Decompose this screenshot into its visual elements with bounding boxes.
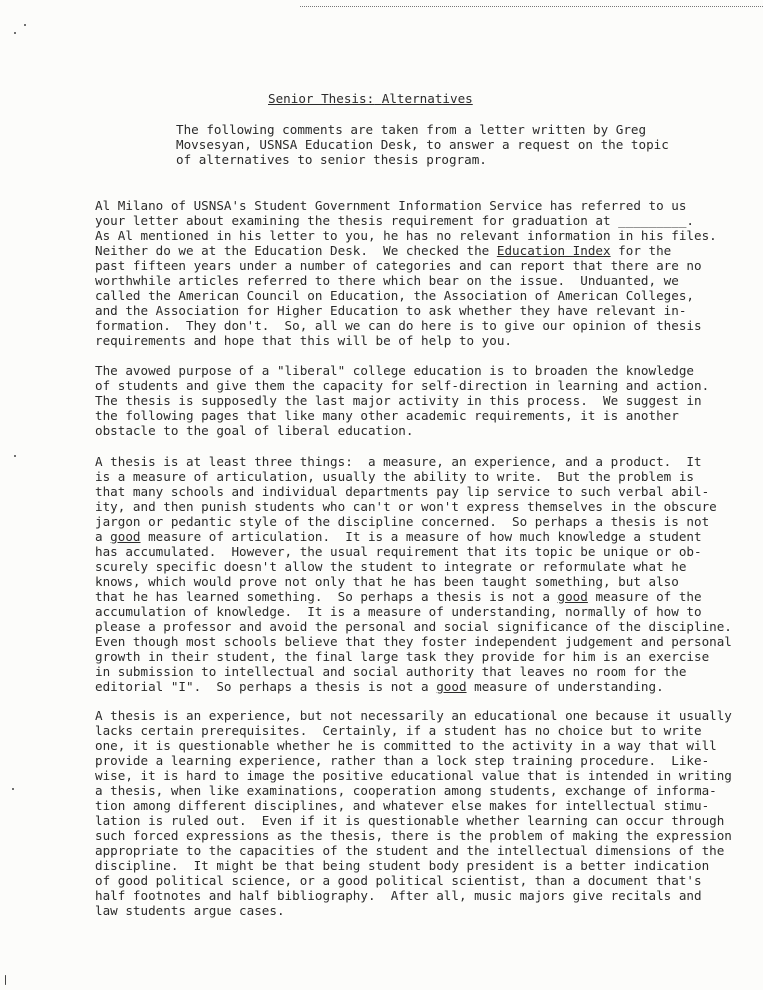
- underlined-text: good: [110, 529, 141, 544]
- text-line: provide a learning experience, rather than a lock step training procedure. Like-: [95, 753, 710, 768]
- text-line: discipline. It might be that being student body president is a better indication: [95, 858, 710, 873]
- text-line: please a professor and avoid the personal and social significance of the discipline.: [95, 619, 732, 634]
- text-line: A thesis is at least three things: a measure, an experience, and a product. It: [95, 454, 702, 469]
- text-line: obstacle to the goal of liberal education.: [95, 423, 414, 438]
- text-line: The following comments are taken from a letter written by Greg: [176, 122, 647, 137]
- underlined-text: good: [557, 589, 588, 604]
- speck: [12, 788, 14, 790]
- text-line: jargon or pedantic style of the discipline concerned. So perhaps a thesis is not: [95, 514, 710, 529]
- text-line: ity, and then punish students who can't or won't express themselves in the obscure: [95, 499, 717, 514]
- text-line: and the Association for Higher Education to ask whether they have relevant in-: [95, 303, 687, 318]
- text-line: scurely specific doesn't allow the student to integrate or reformulate what he: [95, 559, 687, 574]
- text-line: law students argue cases.: [95, 903, 285, 918]
- text-line: growth in their student, the final large task they provide for him is an exercise: [95, 649, 710, 664]
- text-line: A thesis is an experience, but not necessarily an educational one because it usually: [95, 708, 732, 723]
- text-line: called the American Council on Education, the Association of American Colleges,: [95, 288, 694, 303]
- speck: [14, 455, 16, 457]
- text-line: of alternatives to senior thesis program.: [176, 152, 487, 167]
- text-line: worthwhile articles referred to there which bear on the issue. Unduanted, we: [95, 273, 679, 288]
- text-line: Movsesyan, USNSA Education Desk, to answer a request on the topic: [176, 137, 669, 152]
- text-line: that he has learned something. So perhaps a thesis is not a good measure of the: [95, 589, 702, 604]
- paragraph-3: [95, 454, 745, 694]
- text-line: your letter about examining the thesis requirement for graduation at _________.: [95, 213, 694, 228]
- title-suffix: Alternatives: [381, 91, 473, 106]
- text-line: requirements and hope that this will be of help to you.: [95, 333, 513, 348]
- paragraph-1: [95, 198, 745, 348]
- text-line: that many schools and individual departments pay lip service to such verbal abil-: [95, 484, 710, 499]
- text-line: knows, which would prove not only that he has been taught something, but also: [95, 574, 679, 589]
- text-line: one, it is questionable whether he is committed to the activity in a way that will: [95, 738, 717, 753]
- speck: [5, 975, 6, 985]
- text-line: such forced expressions as the thesis, there is the problem of making the expression: [95, 828, 732, 843]
- text-line: has accumulated. However, the usual requirement that its topic be unique or ob-: [95, 544, 702, 559]
- underlined-text: Education Index: [496, 243, 611, 258]
- text-line: appropriate to the capacities of the student and the intellectual dimensions of the: [95, 843, 725, 858]
- text-line: The avowed purpose of a "liberal" college education is to broaden the knowledge: [95, 363, 694, 378]
- text-line: lacks certain prerequisites. Certainly, if a student has no choice but to write: [95, 723, 702, 738]
- text-line: Even though most schools believe that they foster independent judgement and personal: [95, 634, 732, 649]
- speck: [24, 24, 26, 26]
- paragraph-2: [95, 363, 745, 438]
- text-line: Al Milano of USNSA's Student Government Information Service has referred to us: [95, 198, 687, 213]
- document-title: [268, 91, 473, 107]
- text-line: editorial "I". So perhaps a thesis is not a good measure of understanding.: [95, 679, 664, 694]
- text-line: is a measure of articulation, usually the ability to write. But the problem is: [95, 469, 694, 484]
- text-line: As Al mentioned in his letter to you, he has no relevant information in his files.: [95, 228, 717, 243]
- text-line: of students and give them the capacity for self-direction in learning and action.: [95, 378, 710, 393]
- text-line: a thesis, when like examinations, cooperation among students, exchange of informa-: [95, 783, 717, 798]
- text-line: half footnotes and half bibliography. After all, music majors give recitals and: [95, 888, 702, 903]
- paragraph-4: [95, 708, 745, 918]
- text-line: past fifteen years under a number of categories and can report that there are no: [95, 258, 702, 273]
- underlined-text: good: [436, 679, 467, 694]
- text-line: wise, it is hard to image the positive educational value that is intended in writing: [95, 768, 732, 783]
- intro-note: [176, 122, 669, 167]
- text-line: Neither do we at the Education Desk. We checked the Education Index for the: [95, 243, 672, 258]
- text-line: of good political science, or a good political scientist, than a document that's: [95, 873, 702, 888]
- text-line: The thesis is supposedly the last major activity in this process. We suggest in: [95, 393, 702, 408]
- text-line: formation. They don't. So, all we can do here is to give our opinion of thesis: [95, 318, 702, 333]
- title-prefix: Senior Thesis:: [268, 91, 375, 106]
- text-line: accumulation of knowledge. It is a measure of understanding, normally of how to: [95, 604, 702, 619]
- text-line: a good measure of articulation. It is a measure of how much knowledge a student: [95, 529, 702, 544]
- text-line: the following pages that like many other academic requirements, it is another: [95, 408, 679, 423]
- speck: [14, 32, 16, 34]
- text-line: tion among different disciplines, and whatever else makes for intellectual stimu-: [95, 798, 710, 813]
- text-line: in submission to intellectual and social authority that leaves no room for the: [95, 664, 687, 679]
- page-top-edge: [300, 0, 763, 7]
- text-line: lation is ruled out. Even if it is questionable whether learning can occur through: [95, 813, 725, 828]
